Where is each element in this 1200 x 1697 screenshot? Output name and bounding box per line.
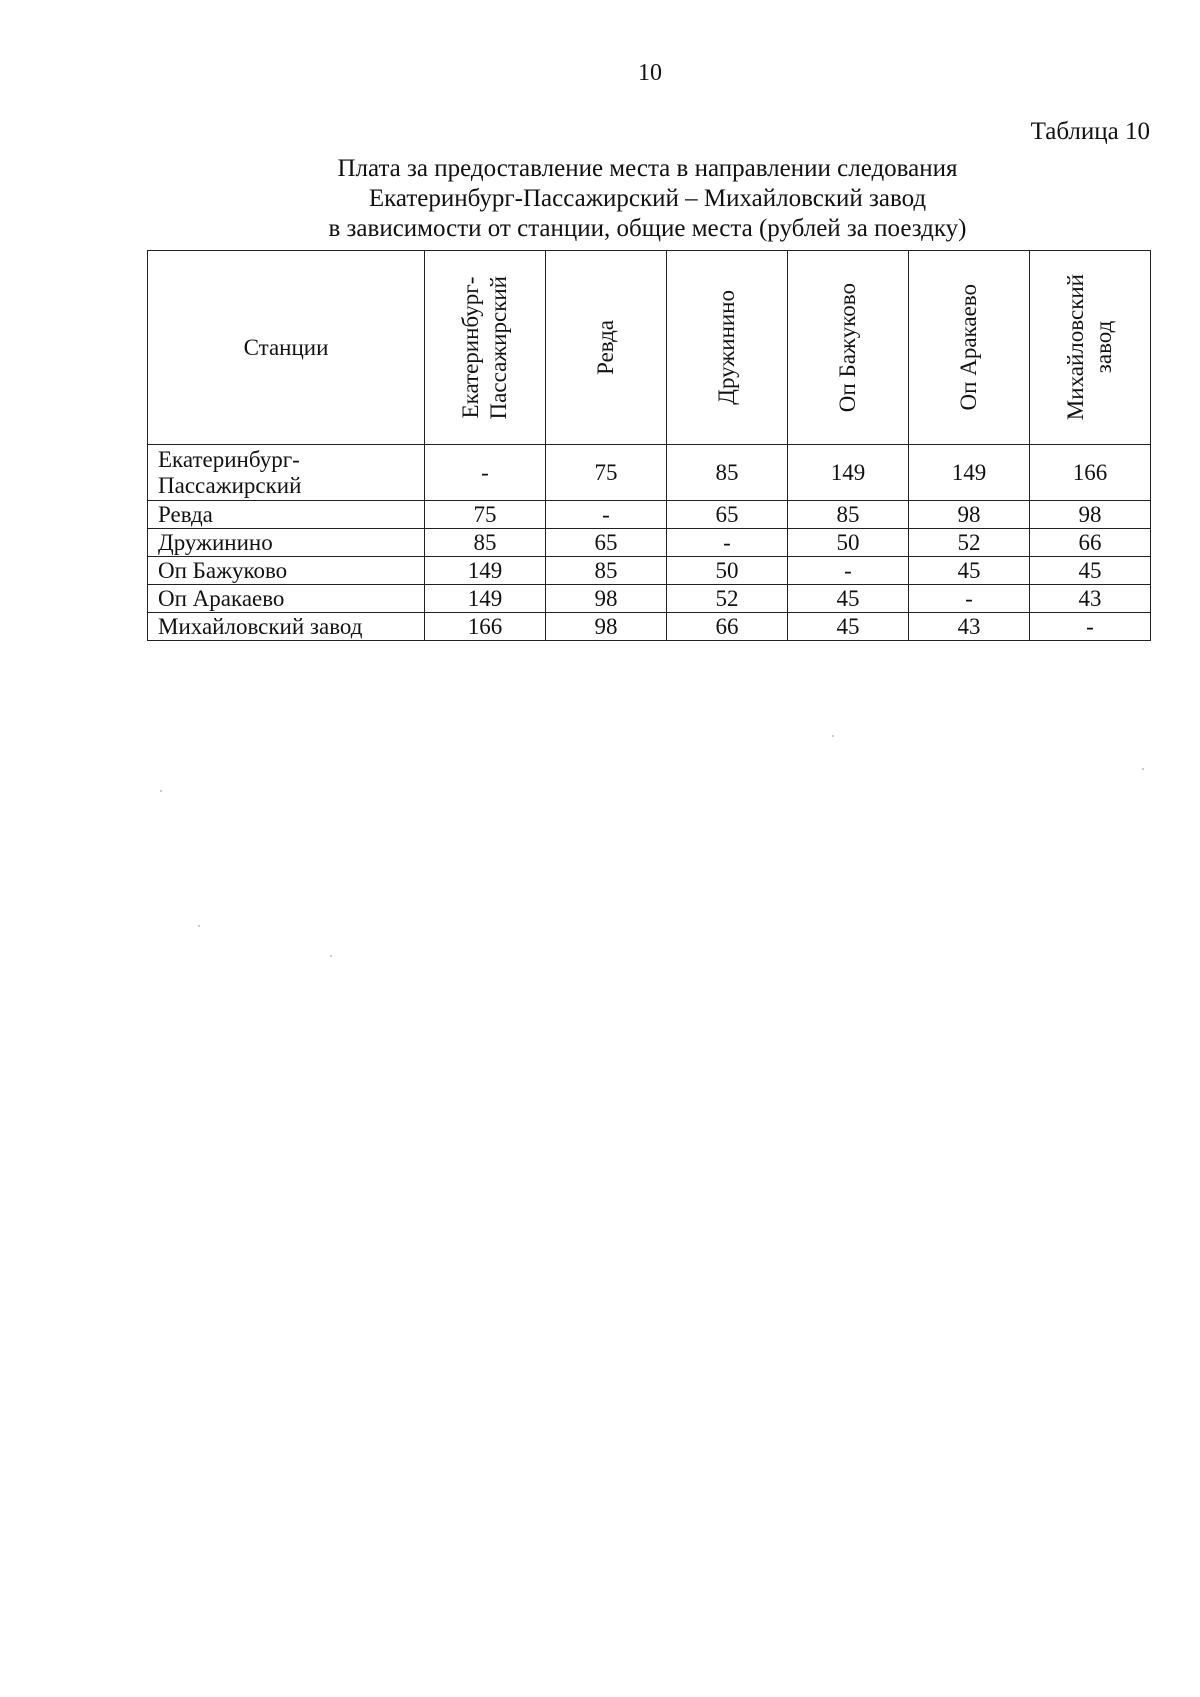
- fare-cell: -: [788, 557, 909, 585]
- column-header-label: Дружинино: [714, 290, 739, 405]
- fare-cell: 43: [909, 613, 1030, 641]
- column-header: [788, 251, 909, 445]
- fare-cell: -: [909, 585, 1030, 613]
- fare-cell: 149: [788, 445, 909, 501]
- scan-speck: [832, 735, 834, 737]
- page-number: 10: [638, 60, 662, 86]
- scan-speck: [198, 925, 200, 927]
- fare-cell: 98: [1030, 501, 1151, 529]
- column-header-label: Михайловский завод: [1063, 274, 1116, 421]
- table-row: [148, 585, 1151, 613]
- fare-cell: 75: [546, 445, 667, 501]
- station-name-cell: Оп Бажуково: [148, 557, 425, 585]
- fare-cell: 65: [546, 529, 667, 557]
- table-title: [145, 154, 1150, 244]
- fare-cell: -: [667, 529, 788, 557]
- fare-cell: 50: [667, 557, 788, 585]
- fare-cell: 98: [909, 501, 1030, 529]
- column-header: [1030, 251, 1151, 445]
- table-label: Таблица 10: [1030, 118, 1150, 145]
- fare-cell: 85: [546, 557, 667, 585]
- scan-speck: [1142, 768, 1144, 770]
- fare-cell: 166: [425, 613, 546, 641]
- table-row: [148, 557, 1151, 585]
- fare-cell: 66: [1030, 529, 1151, 557]
- title-line-1: Плата за предоставление места в направлении следования: [337, 155, 958, 182]
- table-header-row: [148, 251, 1151, 445]
- fare-cell: 149: [425, 557, 546, 585]
- fare-cell: 98: [546, 585, 667, 613]
- fare-cell: 43: [1030, 585, 1151, 613]
- table-row: [148, 501, 1151, 529]
- fare-cell: 85: [425, 529, 546, 557]
- fare-cell: 85: [788, 501, 909, 529]
- fare-cell: 45: [788, 613, 909, 641]
- fare-cell: 166: [1030, 445, 1151, 501]
- fare-cell: 52: [909, 529, 1030, 557]
- table-row: [148, 445, 1151, 501]
- station-name-cell: Михайловский завод: [148, 613, 425, 641]
- station-name-cell: Ревда: [148, 501, 425, 529]
- station-name-cell: Оп Аракаево: [148, 585, 425, 613]
- table-row: [148, 529, 1151, 557]
- table-body: [148, 445, 1151, 641]
- column-header: [667, 251, 788, 445]
- scan-speck: [330, 955, 332, 957]
- fare-cell: 149: [425, 585, 546, 613]
- corner-header: Станции: [148, 251, 425, 445]
- column-header: [546, 251, 667, 445]
- title-line-2: Екатеринбург-Пассажирский – Михайловский завод: [368, 185, 927, 212]
- fare-table: [147, 250, 1151, 641]
- station-name-cell: Дружинино: [148, 529, 425, 557]
- column-header-label: Екатеринбург- Пассажирский: [458, 275, 511, 420]
- column-header-label: Оп Аракаево: [956, 284, 981, 411]
- column-header: [425, 251, 546, 445]
- fare-cell: -: [425, 445, 546, 501]
- fare-cell: 75: [425, 501, 546, 529]
- station-name-cell: Екатеринбург-Пассажирский: [148, 445, 425, 501]
- fare-cell: -: [1030, 613, 1151, 641]
- fare-cell: 45: [1030, 557, 1151, 585]
- fare-cell: 45: [909, 557, 1030, 585]
- column-header-label: Оп Бажуково: [835, 282, 860, 413]
- fare-cell: 85: [667, 445, 788, 501]
- column-header-label: Ревда: [593, 320, 618, 375]
- fare-cell: 52: [667, 585, 788, 613]
- fare-cell: 65: [667, 501, 788, 529]
- fare-cell: 45: [788, 585, 909, 613]
- fare-cell: 50: [788, 529, 909, 557]
- fare-cell: 66: [667, 613, 788, 641]
- scan-speck: [160, 790, 162, 792]
- column-header: [909, 251, 1030, 445]
- fare-cell: 149: [909, 445, 1030, 501]
- title-line-3: в зависимости от станции, общие места (рублей за поездку): [328, 215, 967, 242]
- fare-cell: 98: [546, 613, 667, 641]
- fare-cell: -: [546, 501, 667, 529]
- table-row: [148, 613, 1151, 641]
